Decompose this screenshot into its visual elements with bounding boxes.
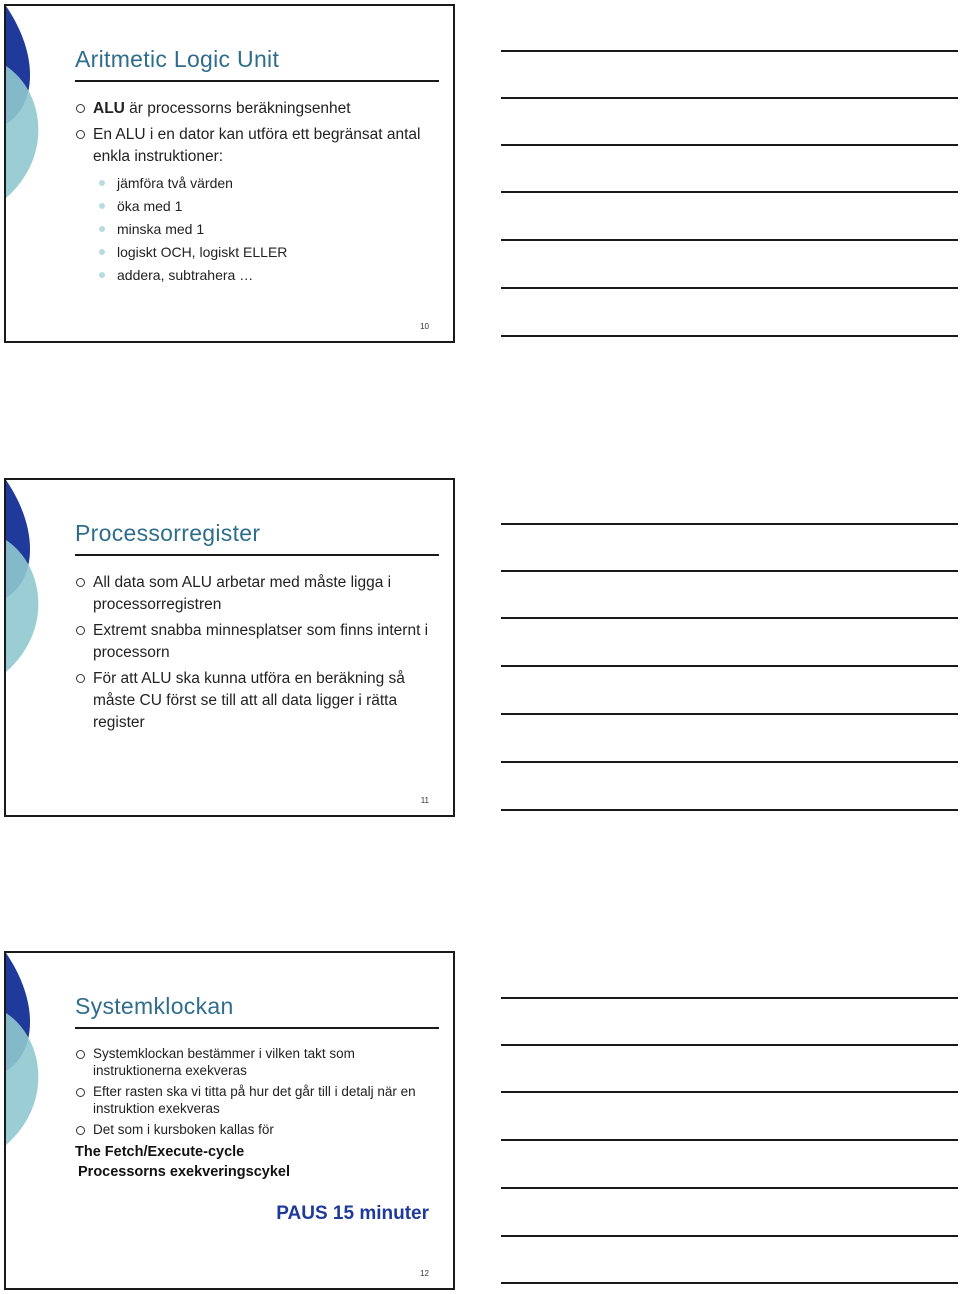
title-rule	[75, 1027, 439, 1029]
note-line	[501, 335, 958, 337]
note-line	[501, 761, 958, 763]
slide-content	[75, 1045, 439, 1182]
note-line	[501, 287, 958, 289]
note-line	[501, 191, 958, 193]
note-line	[501, 1139, 958, 1141]
sub-bullet-item: öka med 1	[75, 195, 439, 218]
note-line	[501, 523, 958, 525]
bullet-item: För att ALU ska kunna utföra en beräkning så måste CU först se till att all data ligger i rätta register	[75, 668, 439, 734]
note-line	[501, 1044, 958, 1046]
slide-content	[75, 98, 439, 287]
note-line	[501, 570, 958, 572]
slide-title: Processorregister	[75, 520, 261, 546]
bullet-item: ALU är processorns beräkningsenhet	[75, 98, 439, 120]
note-line	[501, 665, 958, 667]
bullet-item: Extremt snabba minnesplatser som finns internt i processorn	[75, 620, 439, 664]
note-line	[501, 239, 958, 241]
bullet-item: Efter rasten ska vi titta på hur det går till i detalj när en instruktion exekveras	[75, 1083, 439, 1117]
page-number: 12	[420, 1269, 429, 1278]
bold-line: Processorns exekveringscykel	[78, 1164, 290, 1180]
sub-bullet-item: jämföra två värden	[75, 172, 439, 195]
note-line	[501, 50, 958, 52]
sub-bullet-item: logiskt OCH, logiskt ELLER	[75, 241, 439, 264]
bullet-item: Det som i kursboken kallas för	[75, 1121, 439, 1138]
sub-bullet-item: addera, subtrahera …	[75, 264, 439, 287]
note-line	[501, 1235, 958, 1237]
slide-decoration-icon	[6, 6, 66, 206]
slide-decoration-icon	[6, 953, 66, 1153]
sub-bullet-item: minska med 1	[75, 218, 439, 241]
bullet-item: En ALU i en dator kan utföra ett begränsat antal enkla instruktioner:	[75, 124, 439, 168]
slide-11	[4, 478, 455, 817]
note-line	[501, 713, 958, 715]
slide-title: Aritmetic Logic Unit	[75, 46, 280, 72]
page-number: 11	[420, 796, 429, 805]
note-line	[501, 1091, 958, 1093]
note-line	[501, 617, 958, 619]
note-line	[501, 997, 958, 999]
bullet-item: Systemklockan bestämmer i vilken takt som instruktionerna exekveras	[75, 1045, 439, 1079]
slide-10	[4, 4, 455, 343]
slide-content	[75, 572, 439, 738]
page-number: 10	[420, 322, 429, 331]
title-rule	[75, 554, 439, 556]
bold-line: The Fetch/Execute-cycle	[75, 1144, 245, 1160]
note-line	[501, 97, 958, 99]
note-line	[501, 809, 958, 811]
slide-title: Systemklockan	[75, 993, 234, 1019]
bullet-item: All data som ALU arbetar med måste ligga i processorregistren	[75, 572, 439, 616]
slide-12	[4, 951, 455, 1290]
note-line	[501, 144, 958, 146]
slide-decoration-icon	[6, 480, 66, 680]
pause-notice: PAUS 15 minuter	[276, 1203, 429, 1224]
note-line	[501, 1282, 958, 1284]
note-line	[501, 1187, 958, 1189]
title-rule	[75, 80, 439, 82]
